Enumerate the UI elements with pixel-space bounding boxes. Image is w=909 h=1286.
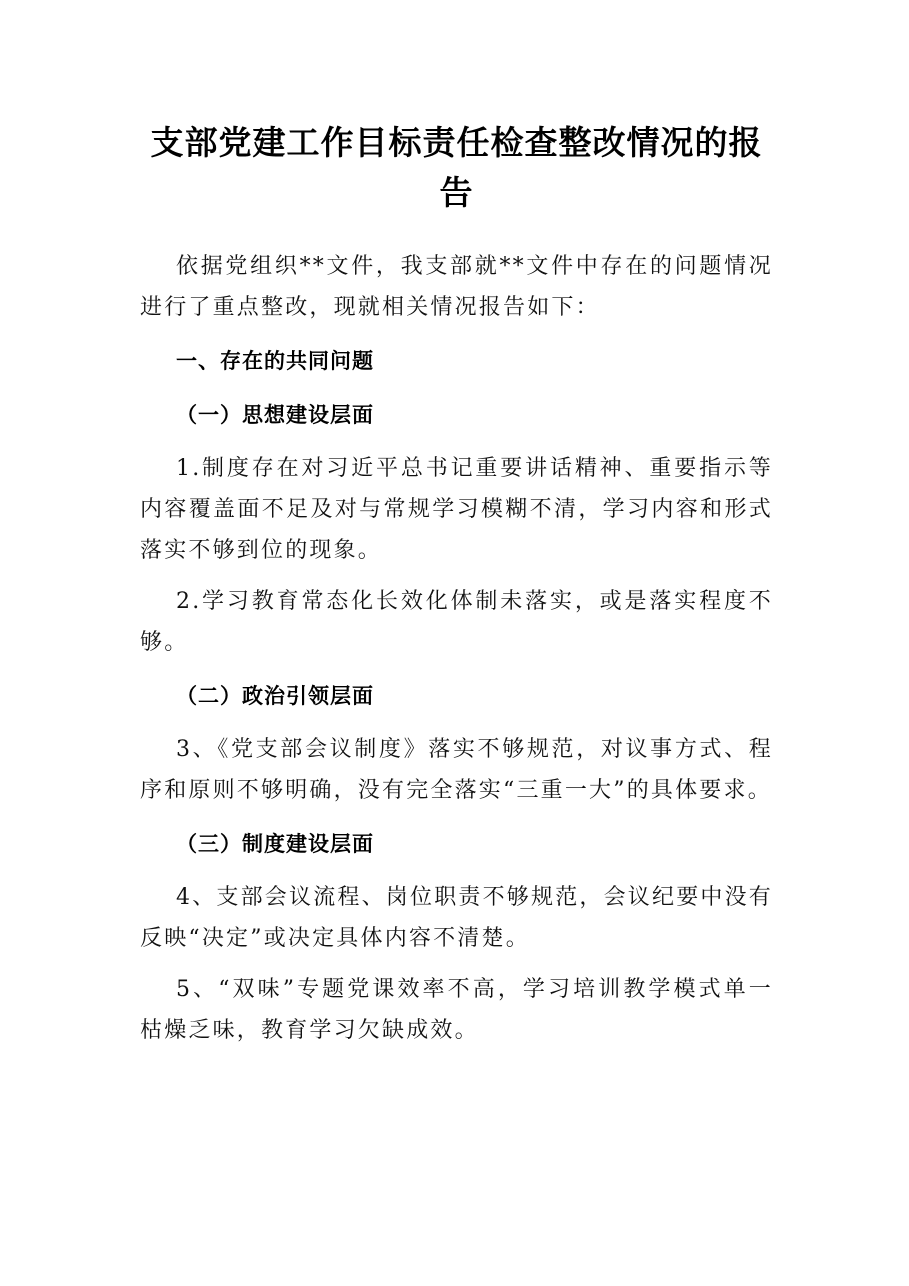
- section-heading-common-problems: 一、存在的共同问题: [176, 349, 374, 373]
- subsection-heading-institution-building: （三）制度建设层面: [176, 832, 374, 856]
- list-item: 5、“双味”专题党课效率不高，学习培训教学模式单一枯燥乏味，教育学习欠缺成效。: [140, 977, 773, 1043]
- subsection-heading-ideology: （一）思想建设层面: [176, 403, 374, 427]
- list-item: 3、《党支部会议制度》落实不够规范，对议事方式、程序和原则不够明确，没有完全落实“三重一大”的具体要求。: [140, 737, 773, 803]
- list-item: 2.学习教育常态化长效化体制未落实，或是落实程度不够。: [140, 589, 773, 655]
- subsection-heading-political-leadership: （二）政治引领层面: [176, 684, 374, 708]
- list-item: 4、支部会议流程、岗位职责不够规范，会议纪要中没有反映“决定”或决定具体内容不清楚。: [140, 885, 773, 951]
- document-title: 支部党建工作目标责任检查整改情况的报告: [150, 123, 763, 212]
- list-item: 1.制度存在对习近平总书记重要讲话精神、重要指示等内容覆盖面不足及对与常规学习模糊不清，学习内容和形式落实不够到位的现象。: [140, 456, 773, 563]
- intro-paragraph: 依据党组织**文件，我支部就**文件中存在的问题情况进行了重点整改，现就相关情况报告如下：: [140, 254, 773, 320]
